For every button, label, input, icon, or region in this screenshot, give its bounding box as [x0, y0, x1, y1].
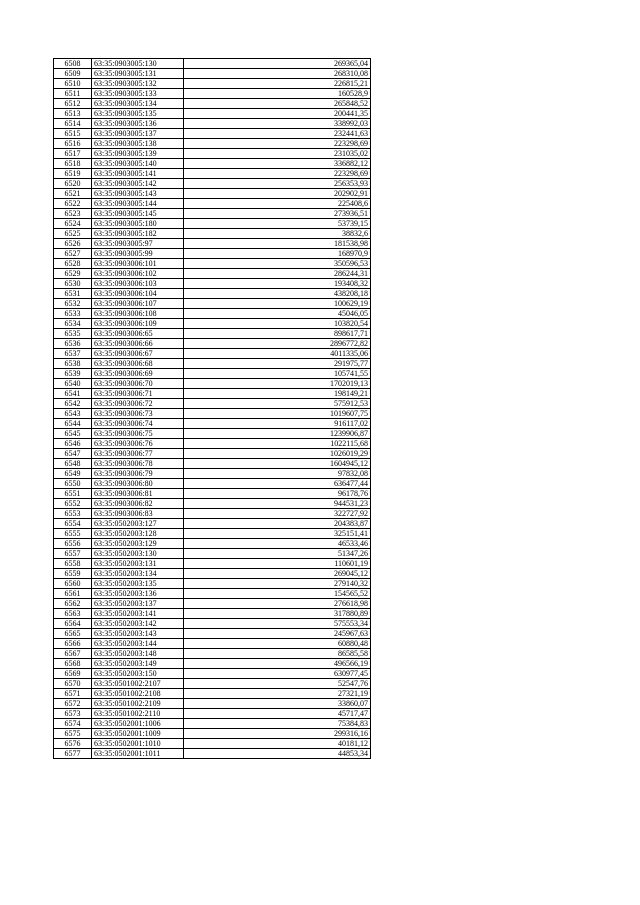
value-cell: 317880,89 — [184, 609, 371, 619]
table-row — [54, 469, 371, 479]
value-cell: 103820,54 — [184, 319, 371, 329]
table-row — [54, 119, 371, 129]
table-row — [54, 149, 371, 159]
cadastral-number-cell: 63:35:0903006:79 — [92, 469, 184, 479]
table-row — [54, 329, 371, 339]
value-cell: 181538,98 — [184, 239, 371, 249]
value-cell: 75384,83 — [184, 719, 371, 729]
row-number-cell: 6535 — [54, 329, 92, 339]
table-row — [54, 709, 371, 719]
table-row — [54, 239, 371, 249]
table-row — [54, 59, 371, 69]
table-row — [54, 259, 371, 269]
cadastral-number-cell: 63:35:0903006:73 — [92, 409, 184, 419]
cadastral-number-cell: 63:35:0903006:72 — [92, 399, 184, 409]
cadastral-number-cell: 63:35:0502003:134 — [92, 569, 184, 579]
cadastral-number-cell: 63:35:0903006:83 — [92, 509, 184, 519]
table-row — [54, 229, 371, 239]
row-number-cell: 6538 — [54, 359, 92, 369]
table-row — [54, 289, 371, 299]
value-cell: 336882,12 — [184, 159, 371, 169]
cadastral-number-cell: 63:35:0903005:182 — [92, 229, 184, 239]
table-row — [54, 699, 371, 709]
value-cell: 46533,46 — [184, 539, 371, 549]
table-row — [54, 689, 371, 699]
row-number-cell: 6549 — [54, 469, 92, 479]
row-number-cell: 6523 — [54, 209, 92, 219]
table-row — [54, 409, 371, 419]
row-number-cell: 6524 — [54, 219, 92, 229]
cadastral-number-cell: 63:35:0903005:99 — [92, 249, 184, 259]
value-cell: 193408,32 — [184, 279, 371, 289]
value-cell: 44853,34 — [184, 749, 371, 759]
value-cell: 223298,69 — [184, 139, 371, 149]
cadastral-number-cell: 63:35:0903005:140 — [92, 159, 184, 169]
row-number-cell: 6508 — [54, 59, 92, 69]
table-row — [54, 549, 371, 559]
table-row — [54, 359, 371, 369]
cadastral-number-cell: 63:35:0502003:144 — [92, 639, 184, 649]
cadastral-number-cell: 63:35:0903006:78 — [92, 459, 184, 469]
row-number-cell: 6525 — [54, 229, 92, 239]
value-cell: 273936,51 — [184, 209, 371, 219]
row-number-cell: 6570 — [54, 679, 92, 689]
table-row — [54, 249, 371, 259]
table-row — [54, 509, 371, 519]
row-number-cell: 6563 — [54, 609, 92, 619]
row-number-cell: 6558 — [54, 559, 92, 569]
row-number-cell: 6537 — [54, 349, 92, 359]
row-number-cell: 6513 — [54, 109, 92, 119]
cadastral-number-cell: 63:35:0903006:80 — [92, 479, 184, 489]
value-cell: 1702019,13 — [184, 379, 371, 389]
cadastral-number-cell: 63:35:0501002:2107 — [92, 679, 184, 689]
cadastral-number-cell: 63:35:0903005:144 — [92, 199, 184, 209]
cadastral-number-cell: 63:35:0903006:67 — [92, 349, 184, 359]
cadastral-number-cell: 63:35:0903006:101 — [92, 259, 184, 269]
cadastral-number-cell: 63:35:0502003:143 — [92, 629, 184, 639]
table-row — [54, 619, 371, 629]
row-number-cell: 6569 — [54, 669, 92, 679]
value-cell: 86585,58 — [184, 649, 371, 659]
cadastral-number-cell: 63:35:0501002:2108 — [92, 689, 184, 699]
table-row — [54, 339, 371, 349]
value-cell: 245967,63 — [184, 629, 371, 639]
cadastral-number-cell: 63:35:0502003:136 — [92, 589, 184, 599]
table-row — [54, 569, 371, 579]
row-number-cell: 6546 — [54, 439, 92, 449]
value-cell: 269045,12 — [184, 569, 371, 579]
cadastral-number-cell: 63:35:0903005:133 — [92, 89, 184, 99]
value-cell: 1604945,12 — [184, 459, 371, 469]
value-cell: 110601,19 — [184, 559, 371, 569]
row-number-cell: 6543 — [54, 409, 92, 419]
cadastral-number-cell: 63:35:0903006:75 — [92, 429, 184, 439]
cadastral-number-cell: 63:35:0903006:82 — [92, 499, 184, 509]
row-number-cell: 6541 — [54, 389, 92, 399]
row-number-cell: 6531 — [54, 289, 92, 299]
table-row — [54, 69, 371, 79]
row-number-cell: 6566 — [54, 639, 92, 649]
row-number-cell: 6536 — [54, 339, 92, 349]
table-row — [54, 529, 371, 539]
cadastral-number-cell: 63:35:0903005:134 — [92, 99, 184, 109]
cadastral-number-cell: 63:35:0903005:135 — [92, 109, 184, 119]
cadastral-number-cell: 63:35:0903006:65 — [92, 329, 184, 339]
cadastral-number-cell: 63:35:0502003:130 — [92, 549, 184, 559]
table-row — [54, 629, 371, 639]
table-row — [54, 669, 371, 679]
value-cell: 52547,76 — [184, 679, 371, 689]
cadastral-number-cell: 63:35:0903006:81 — [92, 489, 184, 499]
cadastral-number-cell: 63:35:0903006:71 — [92, 389, 184, 399]
cadastral-number-cell: 63:35:0502003:131 — [92, 559, 184, 569]
value-cell: 1019607,75 — [184, 409, 371, 419]
row-number-cell: 6510 — [54, 79, 92, 89]
cadastral-number-cell: 63:35:0502001:1011 — [92, 749, 184, 759]
cadastral-number-cell: 63:35:0502003:135 — [92, 579, 184, 589]
value-cell: 231035,02 — [184, 149, 371, 159]
row-number-cell: 6518 — [54, 159, 92, 169]
row-number-cell: 6533 — [54, 309, 92, 319]
row-number-cell: 6551 — [54, 489, 92, 499]
cadastral-number-cell: 63:35:0903005:180 — [92, 219, 184, 229]
value-cell: 100629,19 — [184, 299, 371, 309]
value-cell: 2896772,82 — [184, 339, 371, 349]
value-cell: 1026019,29 — [184, 449, 371, 459]
cadastral-number-cell: 63:35:0903006:107 — [92, 299, 184, 309]
cadastral-number-cell: 63:35:0501002:2109 — [92, 699, 184, 709]
table-row — [54, 599, 371, 609]
row-number-cell: 6561 — [54, 589, 92, 599]
table-row — [54, 279, 371, 289]
table-row — [54, 749, 371, 759]
row-number-cell: 6521 — [54, 189, 92, 199]
row-number-cell: 6555 — [54, 529, 92, 539]
table-row — [54, 679, 371, 689]
cadastral-number-cell: 63:35:0501002:2110 — [92, 709, 184, 719]
table-row — [54, 589, 371, 599]
row-number-cell: 6553 — [54, 509, 92, 519]
row-number-cell: 6516 — [54, 139, 92, 149]
table-row — [54, 379, 371, 389]
value-cell: 160528,9 — [184, 89, 371, 99]
table-row — [54, 719, 371, 729]
row-number-cell: 6519 — [54, 169, 92, 179]
table-row — [54, 89, 371, 99]
table-row — [54, 159, 371, 169]
cadastral-number-cell: 63:35:0903005:131 — [92, 69, 184, 79]
value-cell: 204383,87 — [184, 519, 371, 529]
table-row — [54, 199, 371, 209]
value-cell: 4011335,06 — [184, 349, 371, 359]
row-number-cell: 6565 — [54, 629, 92, 639]
row-number-cell: 6526 — [54, 239, 92, 249]
row-number-cell: 6509 — [54, 69, 92, 79]
cadastral-number-cell: 63:35:0903006:69 — [92, 369, 184, 379]
table-row — [54, 489, 371, 499]
row-number-cell: 6515 — [54, 129, 92, 139]
row-number-cell: 6562 — [54, 599, 92, 609]
cadastral-number-cell: 63:35:0903005:97 — [92, 239, 184, 249]
cadastral-number-cell: 63:35:0502003:127 — [92, 519, 184, 529]
table-row — [54, 659, 371, 669]
value-cell: 1022115,68 — [184, 439, 371, 449]
value-cell: 1239906,87 — [184, 429, 371, 439]
table-row — [54, 189, 371, 199]
row-number-cell: 6575 — [54, 729, 92, 739]
table-row — [54, 109, 371, 119]
value-cell: 45717,47 — [184, 709, 371, 719]
value-cell: 38832,6 — [184, 229, 371, 239]
row-number-cell: 6532 — [54, 299, 92, 309]
table-row — [54, 319, 371, 329]
row-number-cell: 6530 — [54, 279, 92, 289]
table-row — [54, 219, 371, 229]
value-cell: 265848,52 — [184, 99, 371, 109]
cadastral-number-cell: 63:35:0502003:141 — [92, 609, 184, 619]
value-cell: 225408,6 — [184, 199, 371, 209]
cadastral-number-cell: 63:35:0903006:76 — [92, 439, 184, 449]
value-cell: 299316,16 — [184, 729, 371, 739]
row-number-cell: 6527 — [54, 249, 92, 259]
cadastral-number-cell: 63:35:0502003:129 — [92, 539, 184, 549]
cadastral-number-cell: 63:35:0903006:109 — [92, 319, 184, 329]
value-cell: 575553,34 — [184, 619, 371, 629]
row-number-cell: 6573 — [54, 709, 92, 719]
row-number-cell: 6514 — [54, 119, 92, 129]
row-number-cell: 6576 — [54, 739, 92, 749]
row-number-cell: 6528 — [54, 259, 92, 269]
value-cell: 97832,08 — [184, 469, 371, 479]
value-cell: 154565,52 — [184, 589, 371, 599]
table-row — [54, 169, 371, 179]
row-number-cell: 6572 — [54, 699, 92, 709]
table-row — [54, 439, 371, 449]
value-cell: 636477,44 — [184, 479, 371, 489]
table-row — [54, 369, 371, 379]
value-cell: 350596,53 — [184, 259, 371, 269]
row-number-cell: 6548 — [54, 459, 92, 469]
table-row — [54, 389, 371, 399]
cadastral-number-cell: 63:35:0903005:142 — [92, 179, 184, 189]
row-number-cell: 6559 — [54, 569, 92, 579]
row-number-cell: 6540 — [54, 379, 92, 389]
table-row — [54, 209, 371, 219]
row-number-cell: 6542 — [54, 399, 92, 409]
table-row — [54, 649, 371, 659]
cadastral-number-cell: 63:35:0502003:148 — [92, 649, 184, 659]
row-number-cell: 6539 — [54, 369, 92, 379]
value-cell: 325151,41 — [184, 529, 371, 539]
table-row — [54, 429, 371, 439]
cadastral-number-cell: 63:35:0903005:143 — [92, 189, 184, 199]
value-cell: 60880,48 — [184, 639, 371, 649]
row-number-cell: 6556 — [54, 539, 92, 549]
cadastral-number-cell: 63:35:0903005:139 — [92, 149, 184, 159]
row-number-cell: 6554 — [54, 519, 92, 529]
value-cell: 168970,9 — [184, 249, 371, 259]
table-row — [54, 739, 371, 749]
value-cell: 916117,02 — [184, 419, 371, 429]
cadastral-number-cell: 63:35:0502001:1009 — [92, 729, 184, 739]
value-cell: 53739,15 — [184, 219, 371, 229]
value-cell: 226815,21 — [184, 79, 371, 89]
cadastral-number-cell: 63:35:0502003:142 — [92, 619, 184, 629]
row-number-cell: 6544 — [54, 419, 92, 429]
value-cell: 575912,53 — [184, 399, 371, 409]
value-cell: 232441,63 — [184, 129, 371, 139]
cadastral-number-cell: 63:35:0903005:132 — [92, 79, 184, 89]
value-cell: 256353,93 — [184, 179, 371, 189]
value-cell: 630977,45 — [184, 669, 371, 679]
cadastral-number-cell: 63:35:0502003:137 — [92, 599, 184, 609]
cadastral-number-cell: 63:35:0903006:77 — [92, 449, 184, 459]
value-cell: 496566,19 — [184, 659, 371, 669]
row-number-cell: 6550 — [54, 479, 92, 489]
value-cell: 105741,55 — [184, 369, 371, 379]
cadastral-table — [53, 58, 371, 759]
cadastral-number-cell: 63:35:0903006:70 — [92, 379, 184, 389]
cadastral-number-cell: 63:35:0502003:128 — [92, 529, 184, 539]
table-row — [54, 729, 371, 739]
cadastral-number-cell: 63:35:0903006:103 — [92, 279, 184, 289]
table-row — [54, 269, 371, 279]
value-cell: 200441,35 — [184, 109, 371, 119]
row-number-cell: 6568 — [54, 659, 92, 669]
row-number-cell: 6552 — [54, 499, 92, 509]
value-cell: 223298,69 — [184, 169, 371, 179]
row-number-cell: 6520 — [54, 179, 92, 189]
cadastral-number-cell: 63:35:0903005:130 — [92, 59, 184, 69]
cadastral-number-cell: 63:35:0903005:136 — [92, 119, 184, 129]
value-cell: 322727,92 — [184, 509, 371, 519]
value-cell: 944531,23 — [184, 499, 371, 509]
value-cell: 33860,07 — [184, 699, 371, 709]
value-cell: 291975,77 — [184, 359, 371, 369]
table-row — [54, 129, 371, 139]
table-row — [54, 579, 371, 589]
row-number-cell: 6511 — [54, 89, 92, 99]
row-number-cell: 6522 — [54, 199, 92, 209]
cadastral-number-cell: 63:35:0903005:141 — [92, 169, 184, 179]
row-number-cell: 6547 — [54, 449, 92, 459]
value-cell: 202902,91 — [184, 189, 371, 199]
table-row — [54, 309, 371, 319]
cadastral-number-cell: 63:35:0502001:1006 — [92, 719, 184, 729]
row-number-cell: 6574 — [54, 719, 92, 729]
value-cell: 338992,03 — [184, 119, 371, 129]
table-row — [54, 299, 371, 309]
value-cell: 898617,71 — [184, 329, 371, 339]
table-row — [54, 349, 371, 359]
table-row — [54, 449, 371, 459]
cadastral-number-cell: 63:35:0903006:104 — [92, 289, 184, 299]
table-row — [54, 419, 371, 429]
row-number-cell: 6517 — [54, 149, 92, 159]
cadastral-number-cell: 63:35:0903006:102 — [92, 269, 184, 279]
value-cell: 40181,12 — [184, 739, 371, 749]
table-row — [54, 499, 371, 509]
cadastral-number-cell: 63:35:0502003:150 — [92, 669, 184, 679]
cadastral-number-cell: 63:35:0903006:108 — [92, 309, 184, 319]
cadastral-number-cell: 63:35:0903006:68 — [92, 359, 184, 369]
table-row — [54, 639, 371, 649]
row-number-cell: 6567 — [54, 649, 92, 659]
value-cell: 27321,19 — [184, 689, 371, 699]
table-row — [54, 559, 371, 569]
value-cell: 269365,04 — [184, 59, 371, 69]
value-cell: 45046,05 — [184, 309, 371, 319]
value-cell: 51347,26 — [184, 549, 371, 559]
row-number-cell: 6577 — [54, 749, 92, 759]
table-row — [54, 399, 371, 409]
table-row — [54, 139, 371, 149]
row-number-cell: 6512 — [54, 99, 92, 109]
table-row — [54, 99, 371, 109]
table-row — [54, 459, 371, 469]
cadastral-number-cell: 63:35:0903005:137 — [92, 129, 184, 139]
cadastral-number-cell: 63:35:0903006:74 — [92, 419, 184, 429]
cadastral-number-cell: 63:35:0903005:138 — [92, 139, 184, 149]
value-cell: 279140,32 — [184, 579, 371, 589]
value-cell: 96178,76 — [184, 489, 371, 499]
cadastral-number-cell: 63:35:0903005:145 — [92, 209, 184, 219]
value-cell: 286244,31 — [184, 269, 371, 279]
table-row — [54, 539, 371, 549]
cadastral-number-cell: 63:35:0502001:1010 — [92, 739, 184, 749]
table-row — [54, 79, 371, 89]
table-body — [54, 59, 371, 759]
row-number-cell: 6534 — [54, 319, 92, 329]
table-row — [54, 179, 371, 189]
cadastral-number-cell: 63:35:0903006:66 — [92, 339, 184, 349]
value-cell: 438208,18 — [184, 289, 371, 299]
row-number-cell: 6529 — [54, 269, 92, 279]
row-number-cell: 6545 — [54, 429, 92, 439]
table-row — [54, 609, 371, 619]
row-number-cell: 6564 — [54, 619, 92, 629]
row-number-cell: 6557 — [54, 549, 92, 559]
value-cell: 268310,08 — [184, 69, 371, 79]
row-number-cell: 6560 — [54, 579, 92, 589]
row-number-cell: 6571 — [54, 689, 92, 699]
value-cell: 276618,98 — [184, 599, 371, 609]
table-row — [54, 479, 371, 489]
cadastral-number-cell: 63:35:0502003:149 — [92, 659, 184, 669]
table-row — [54, 519, 371, 529]
value-cell: 198149,21 — [184, 389, 371, 399]
